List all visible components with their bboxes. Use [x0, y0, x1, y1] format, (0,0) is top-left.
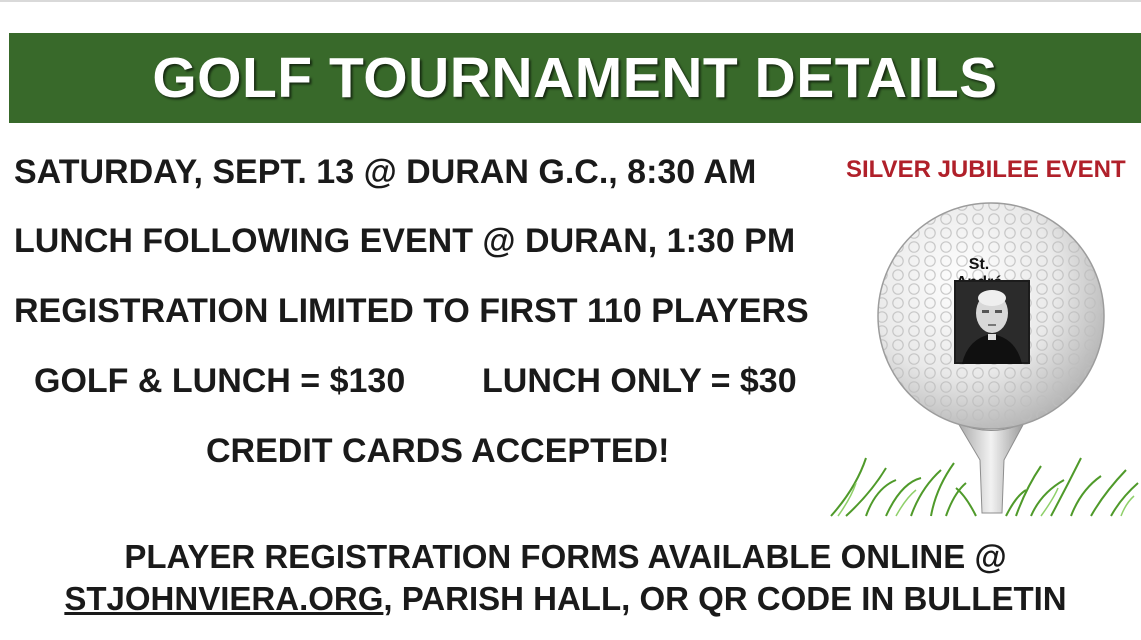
lunch-line: LUNCH FOLLOWING EVENT @ DURAN, 1:30 PM [14, 222, 796, 260]
website-link[interactable]: STJOHNVIERA.ORG [64, 580, 384, 617]
page-title: GOLF TOURNAMENT DETAILS [152, 46, 998, 110]
registration-footer [0, 536, 1131, 620]
saint-label: St. [968, 256, 990, 273]
saint-portrait-image [954, 280, 1030, 364]
registration-line: REGISTRATION LIMITED TO FIRST 110 PLAYERS [14, 292, 809, 330]
footer-line-1: PLAYER REGISTRATION FORMS AVAILABLE ONLINE @ [124, 538, 1007, 575]
jubilee-label: SILVER JUBILEE EVENT [846, 156, 1126, 183]
price-golf-lunch: GOLF & LUNCH = $130 [34, 362, 406, 400]
top-divider [0, 0, 1141, 2]
credit-cards-line: CREDIT CARDS ACCEPTED! [206, 432, 670, 470]
footer-line-2-rest: , PARISH HALL, OR QR CODE IN BULLETIN [383, 580, 1067, 617]
footer-line-2 [0, 578, 1131, 620]
date-line: SATURDAY, SEPT. 13 @ DURAN G.C., 8:30 AM [14, 153, 757, 191]
title-banner [9, 33, 1141, 123]
price-lunch-only: LUNCH ONLY = $30 [482, 362, 797, 400]
